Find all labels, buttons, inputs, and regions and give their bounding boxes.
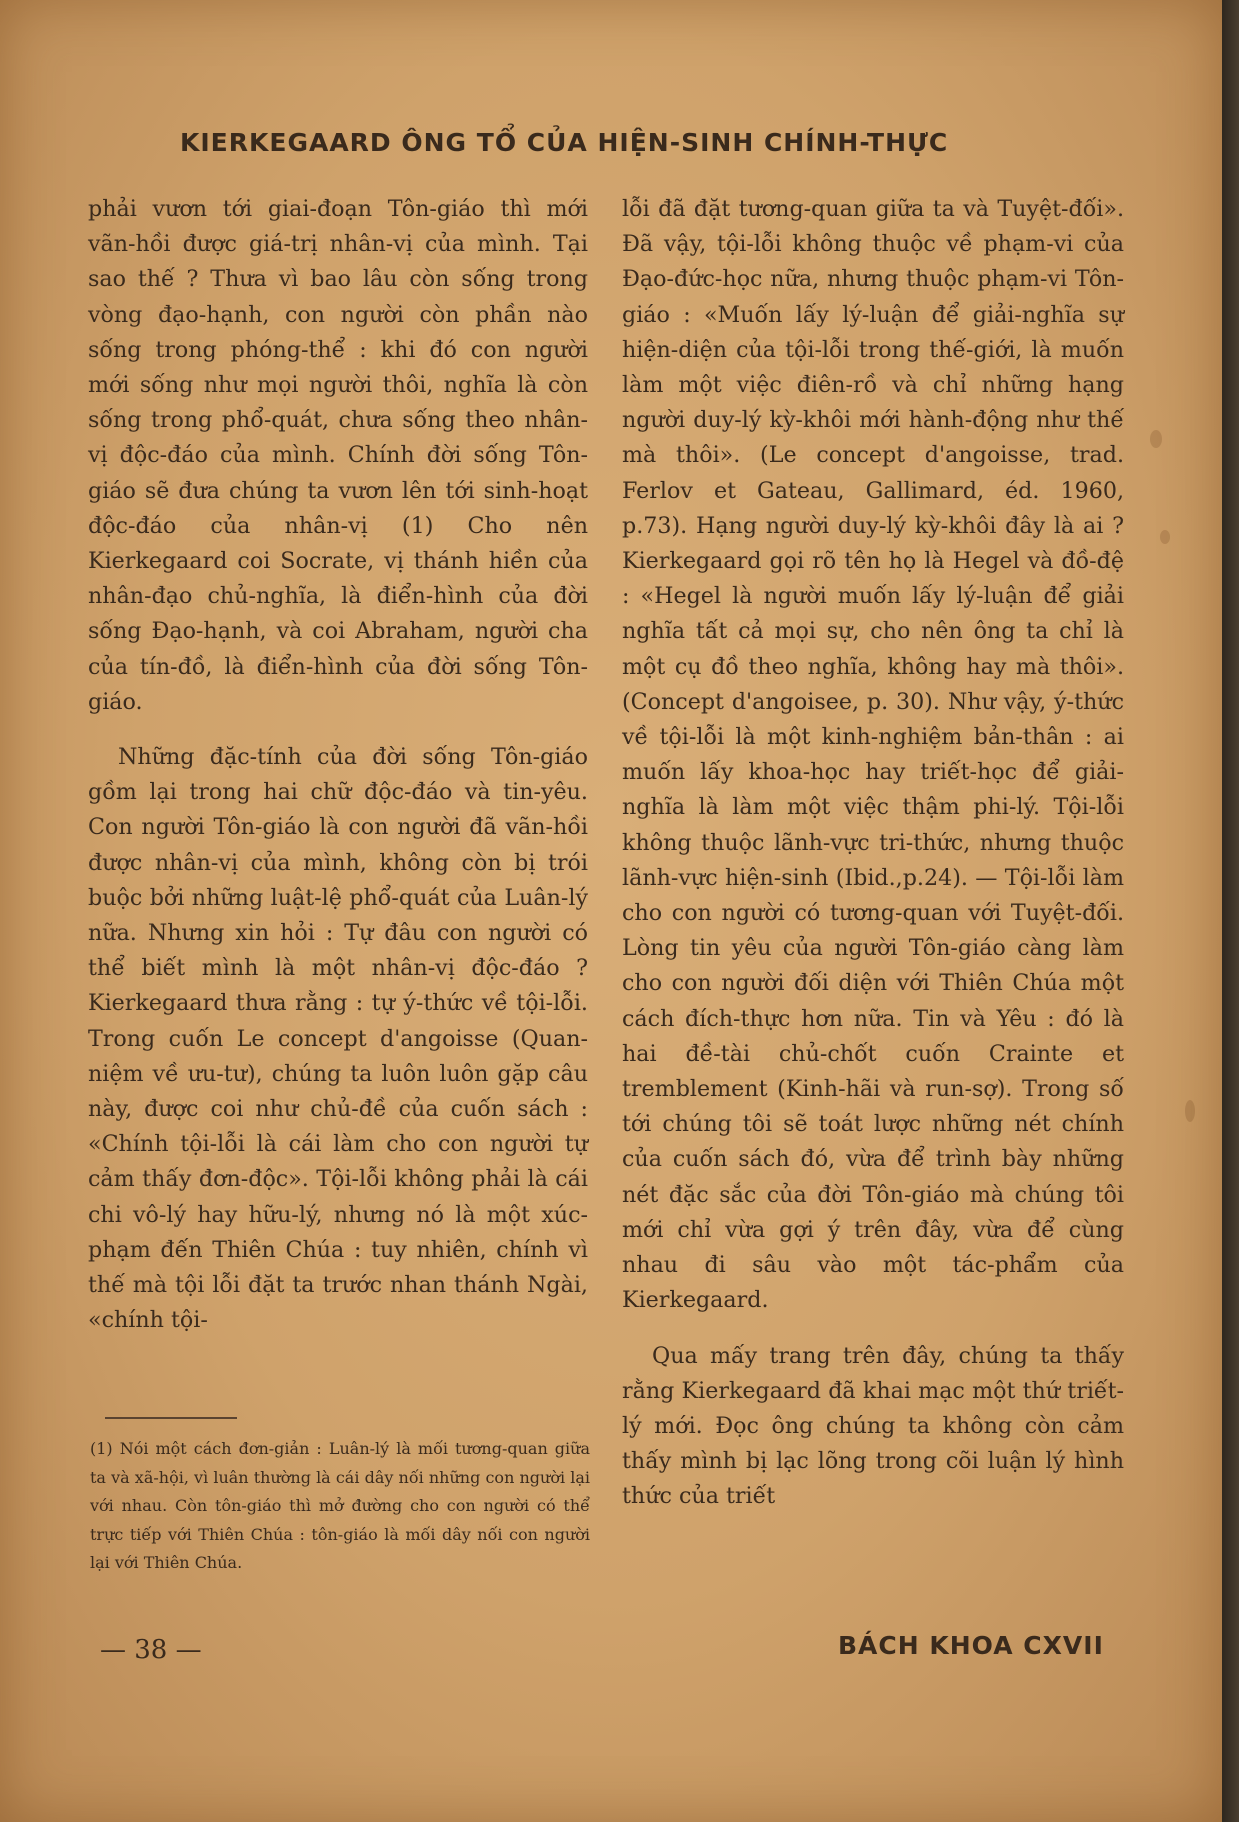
paragraph: Qua mấy trang trên đây, chúng ta thấy rằng Kierkegaard đã khai mạc một thứ triết-lý mới. Đọc ông chúng ta không còn cảm thấy mình bị lạc lõng trong cõi luận lý hình thức của triết [622,1342,1124,1510]
footnote-text: (1) Nói một cách đơn-giản : Luân-lý là mối tương-quan giữa ta và xã-hội, vì luân thường là cái dây nối những con người lại với nhau. Còn tôn-giáo thì mở đường cho con người có thể trực tiếp với Thiên Chúa : tôn-giáo là mối dây nối con người lại với Thiên Chúa. [90,1439,590,1572]
foxing-spot [1150,430,1162,448]
scan-edge [1222,0,1239,1822]
magazine-footer: BÁCH KHOA CXVII [838,1631,1104,1660]
footnote-divider [105,1417,237,1419]
paragraph: lỗi đã đặt tương-quan giữa ta và Tuyệt-đối». Đã vậy, tội-lỗi không thuộc về phạm-vi của Đạo-đức-học nữa, nhưng thuộc phạm-vi Tôn-giáo : «Muốn lấy lý-luận để giải-nghĩa sự hiện-diện của tội-lỗi trong thế-giới, là muốn làm một việc điên-rồ và chỉ những hạng người duy-lý kỳ-khôi mới hành-động như thế mà thôi». (Le concept d'angoisse, trad. Ferlov et Gateau, Gallimard, éd. 1960, p.73). Hạng người duy-lý kỳ-khôi đây là ai ? Kierkegaard gọi rõ tên họ là Hegel và đồ-đệ : «Hegel là người muốn lấy lý-luận để giải nghĩa tất cả mọi sự, cho nên ông ta chỉ là một cụ đồ theo nghĩa, không hay mà thôi». (Concept d'angoisee, p. 30). Như vậy, ý-thức về tội-lỗi là một kinh-nghiệm bản-thân : ai muốn lấy khoa-học hay triết-học để giải-nghĩa là làm một việc thậm phi-lý. Tội-lỗi không thuộc lãnh-vực tri-thức, nhưng thuộc lãnh-vực hiện-sinh (Ibid.,p.24). — Tội-lỗi làm cho con người có tương-quan với Tuyệt-đối. Lòng tin yêu của người Tôn-giáo càng làm cho con người đối diện với Thiên Chúa một cách đích-thực hơn nữa. Tin và Yêu : đó là hai đề-tài chủ-chốt cuốn Crainte et tremblement (Kinh-hãi và run-sợ). Trong số tới chúng tôi sẽ toát lược những nét chính của cuốn sách đó, vừa để trình bày những nét đặc sắc của đời Tôn-giáo mà chúng tôi mới chỉ vừa gợi ý trên đây, vừa để cùng nhau đi sâu vào một tác-phẩm của Kierkegaard. [622,196,1124,1314]
right-column [622,192,1124,1515]
page-number: — 38 — [100,1635,202,1665]
running-header: KIERKEGAARD ÔNG TỔ CỦA HIỆN-SINH CHÍNH-THỰC [180,128,949,157]
foxing-spot [1185,1100,1195,1122]
paragraph: Những đặc-tính của đời sống Tôn-giáo gồm lại trong hai chữ độc-đáo và tin-yêu. Con người Tôn-giáo là con người đã vãn-hồi được nhân-vị của mình, không còn bị trói buộc bởi những luật-lệ phổ-quát của Luân-lý nữa. Nhưng xin hỏi : Tự đâu con người có thể biết mình là một nhân-vị độc-đáo ? Kierkegaard thưa rằng : tự ý-thức về tội-lỗi. Trong cuốn Le concept d'angoisse (Quan-niệm về ưu-tư), chúng ta luôn luôn gặp câu này, được coi như chủ-đề của cuốn sách : «Chính tội-lỗi là cái làm cho con người tự cảm thấy đơn-độc». Tội-lỗi không phải là cái chi vô-lý hay hữu-lý, nhưng nó là một xúc-phạm đến Thiên Chúa : tuy nhiên, chính vì thế mà tội lỗi đặt ta trước nhan thánh Ngài, «chính tội- [88,744,588,1334]
footnote [90,1435,590,1578]
paragraph: phải vươn tới giai-đoạn Tôn-giáo thì mới vãn-hồi được giá-trị nhân-vị của mình. Tại sao thế ? Thưa vì bao lâu còn sống trong vòng đạo-hạnh, con người còn phần nào sống trong phóng-thể : khi đó con người mới sống như mọi người thôi, nghĩa là còn sống trong phổ-quát, chưa sống theo nhân-vị độc-đáo của mình. Chính đời sống Tôn-giáo sẽ đưa chúng ta vươn lên tới sinh-hoạt độc-đáo của nhân-vị (1) Cho nên Kierkegaard coi Socrate, vị thánh hiền của nhân-đạo chủ-nghĩa, là điển-hình của đời sống Đạo-hạnh, và coi Abraham, người cha của tín-đồ, là điển-hình của đời sống Tôn-giáo. [88,196,588,715]
left-column [88,192,588,1339]
foxing-spot [1160,530,1170,544]
